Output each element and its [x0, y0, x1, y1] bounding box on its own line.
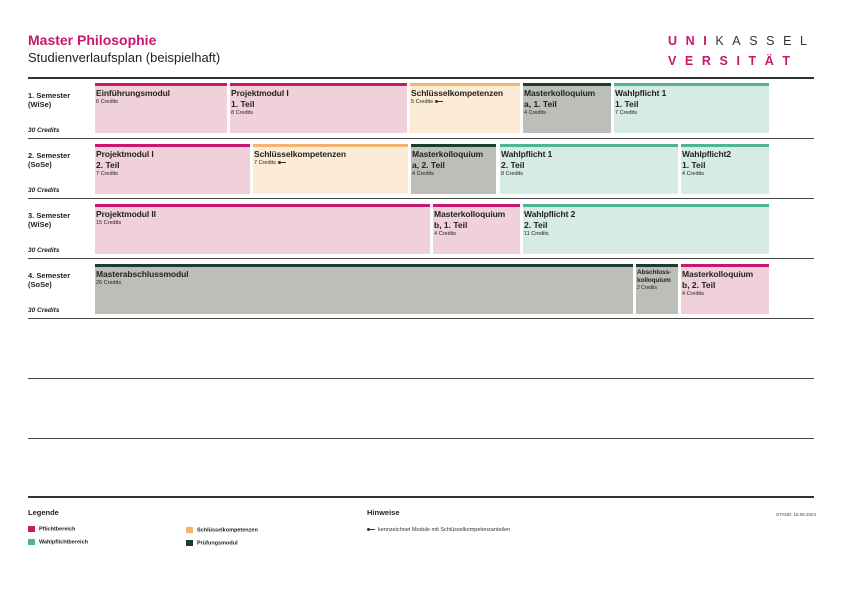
legend-item-wahl: Wahlpflichtbereich — [28, 539, 88, 545]
legend-item-pflicht: Pflichtbereich — [28, 526, 75, 532]
stand-date: STAND: 18.08.2024 — [776, 512, 816, 517]
semester-credits: 30 Credits — [28, 127, 60, 134]
legend-item-schluessel: Schlüsselkompetenzen — [186, 527, 258, 533]
row-divider — [28, 198, 814, 199]
semester-credits: 30 Credits — [28, 247, 60, 254]
module-wahlpflicht-2: Wahlpflicht 2 2. Teil 11 Credits — [523, 204, 769, 254]
module-masterabschlussmodul: Masterabschlussmodul 26 Credits — [95, 264, 633, 314]
semester-credits: 30 Credits — [28, 307, 60, 314]
semester-label: 1. Semester (WiSe) — [28, 91, 71, 109]
page-subtitle: Studienverlaufsplan (beispielhaft) — [28, 50, 221, 65]
page-title: Master Philosophie — [28, 32, 157, 48]
legend-heading: Legende — [28, 508, 59, 517]
row-divider — [28, 438, 814, 439]
header-divider — [28, 77, 814, 79]
module-schluesselkompetenzen: Schlüsselkompetenzen 7 Credits — [253, 144, 408, 194]
row-divider — [28, 138, 814, 139]
semester-label: 3. Semester (WiSe) — [28, 211, 71, 229]
row-divider — [28, 378, 814, 379]
key-icon — [435, 100, 443, 103]
footer-divider — [28, 496, 814, 498]
legend-item-pruefung: Prüfungsmodul — [186, 540, 238, 546]
module-projektmodul-1: Projektmodul I 2. Teil 7 Credits — [95, 144, 250, 194]
semester-label: 4. Semester (SoSe) — [28, 271, 71, 289]
module-einfuehrungsmodul: Einführungsmodul 6 Credits — [95, 83, 227, 133]
module-masterkolloquium: Masterkolloquium a, 2. Teil 4 Credits — [411, 144, 496, 194]
module-masterkolloquium: Masterkolloquium b, 1. Teil 4 Credits — [433, 204, 520, 254]
semester-credits: 30 Credits — [28, 187, 60, 194]
university-logo: UNIKASSEL VERSITÄT — [668, 34, 816, 68]
module-wahlpflicht-2: Wahlpflicht2 1. Teil 4 Credits — [681, 144, 769, 194]
hinweis-text: kennzeichnet Module mit Schlüsselkompetenzanteilen — [367, 527, 510, 533]
module-wahlpflicht-1: Wahlpflicht 1 1. Teil 7 Credits — [614, 83, 769, 133]
hinweise-heading: Hinweise — [367, 508, 400, 517]
module-masterkolloquium: Masterkolloquium a, 1. Teil 4 Credits — [523, 83, 611, 133]
row-divider — [28, 258, 814, 259]
module-projektmodul-2: Projektmodul II 15 Credits — [95, 204, 430, 254]
row-divider — [28, 318, 814, 319]
module-masterkolloquium: Masterkolloquium b, 2. Teil 4 Credits — [681, 264, 769, 314]
module-wahlpflicht-1: Wahlpflicht 1 2. Teil 8 Credits — [500, 144, 678, 194]
key-icon — [278, 161, 286, 164]
semester-label: 2. Semester (SoSe) — [28, 151, 71, 169]
key-icon — [367, 528, 375, 531]
module-abschlusskolloquium: Abschluss- kolloquium 2 Credits — [636, 264, 678, 314]
module-schluesselkompetenzen: Schlüsselkompetenzen 5 Credits — [410, 83, 520, 133]
module-projektmodul-1: Projektmodul I 1. Teil 8 Credits — [230, 83, 407, 133]
